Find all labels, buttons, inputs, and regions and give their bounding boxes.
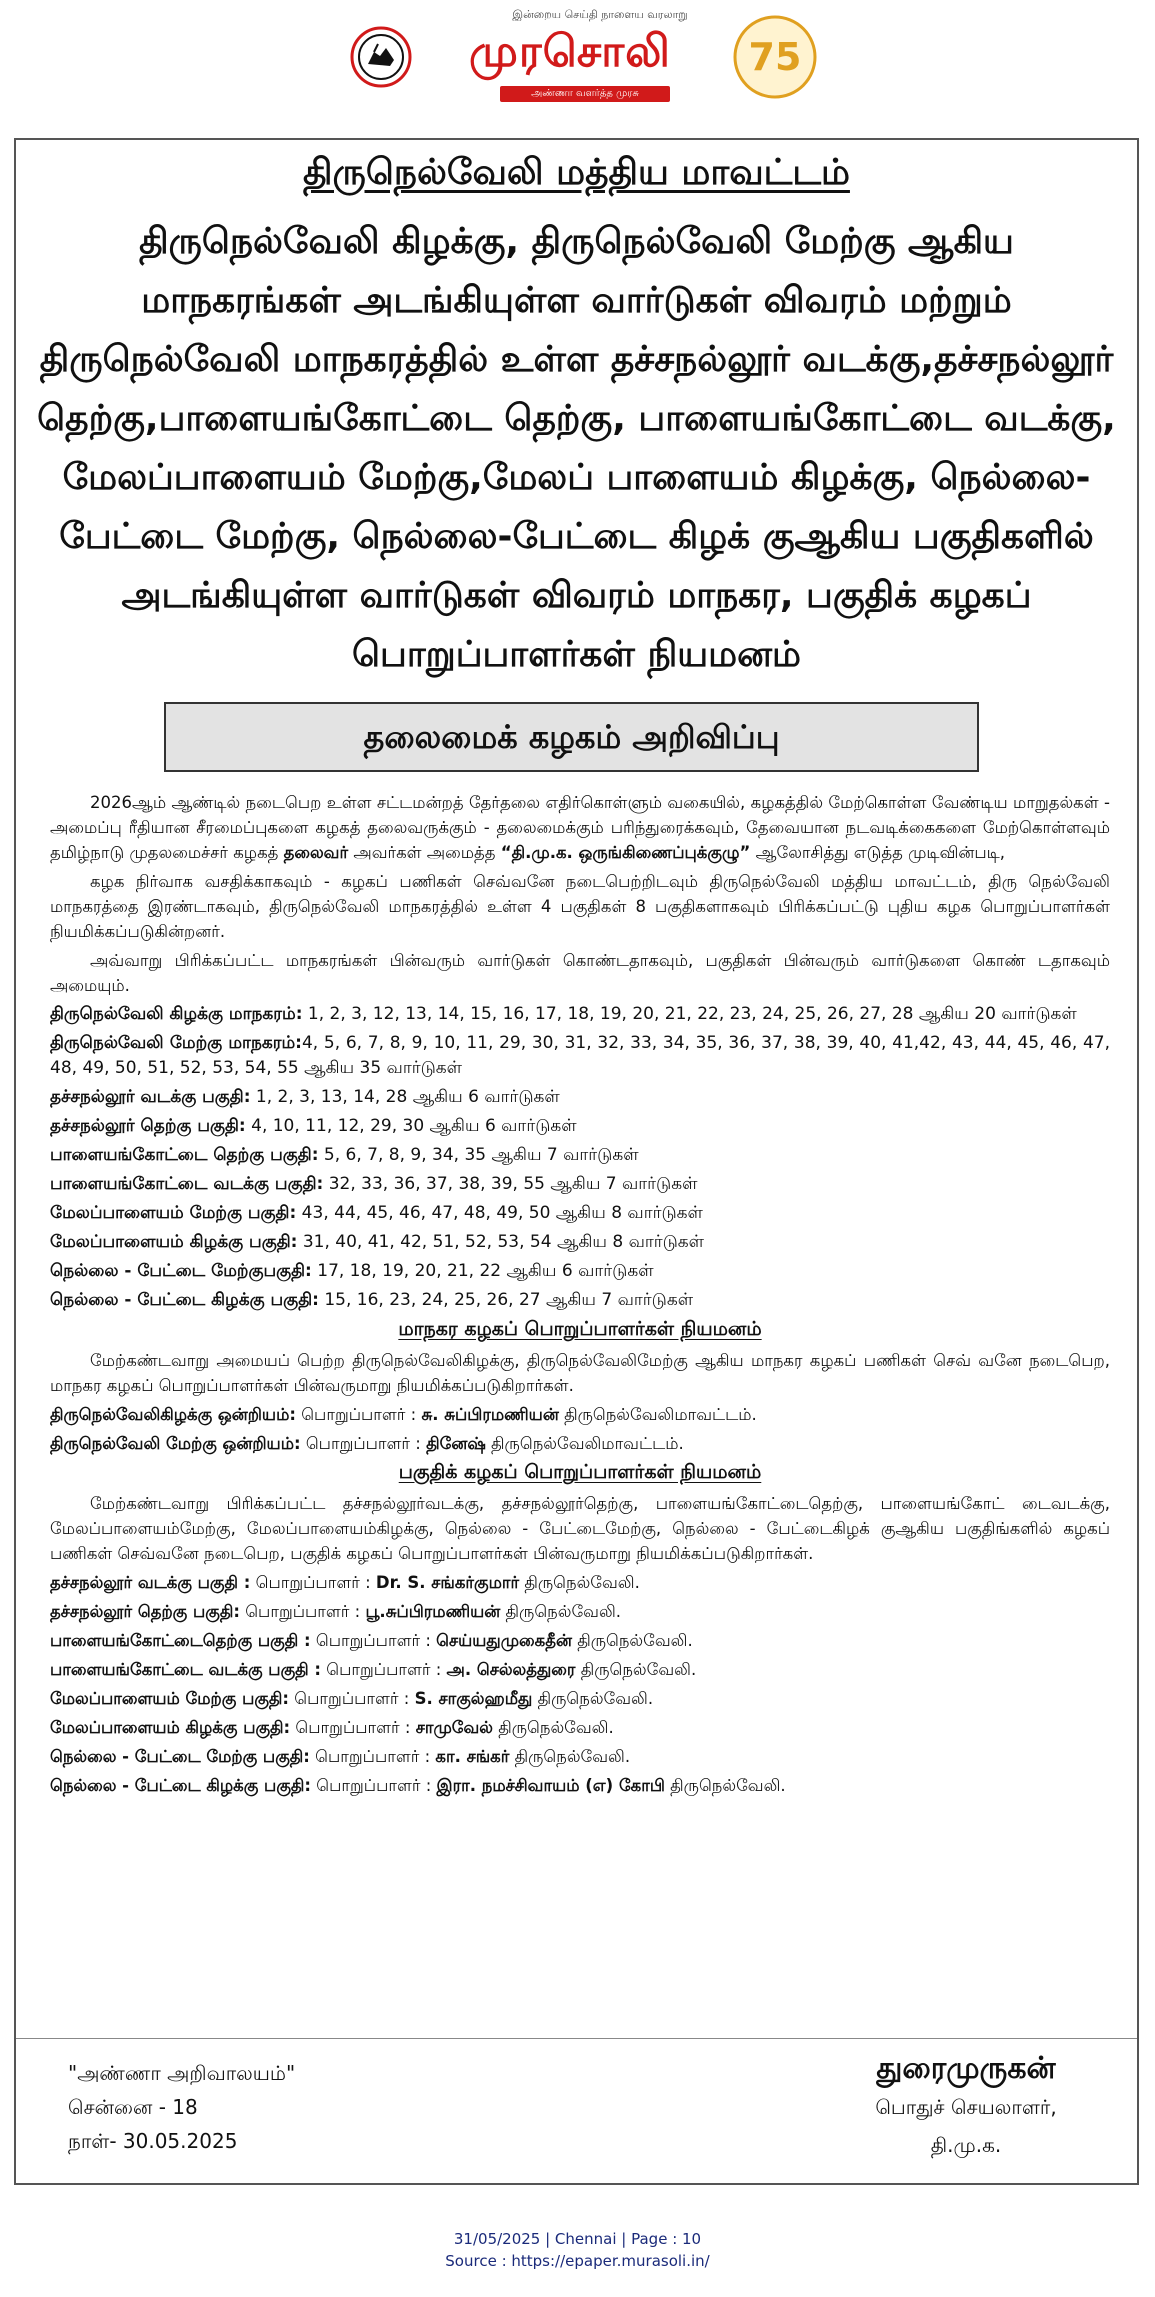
intro-paragraph-3: அவ்வாறு பிரிக்கப்பட்ட மாநகரங்கள் பின்வரும் வார்டுகள் கொண்டதாகவும், பகுதிகள் பின்வரும் வார்டுகளை கொண் டதாகவும் அமையும். [50, 951, 1110, 995]
appointment-role: பொறுப்பாளர் : [310, 1631, 437, 1650]
appointee-place: திருநெல்வேலி. [492, 1718, 614, 1737]
notice-date: நாள்- 30.05.2025 [68, 2129, 238, 2153]
ward-label: நெல்லை - பேட்டை கிழக்கு பகுதி: [50, 1290, 319, 1310]
appointment-row [50, 1715, 1110, 1740]
ward-value: 31, 40, 41, 42, 51, 52, 53, 54 ஆகிய 8 வார்டுகள் [297, 1232, 705, 1252]
ward-line [50, 1085, 1110, 1110]
intro-p1-text-b: அவர்கள் அமைத்த [348, 843, 501, 862]
masthead-title: முரசொலி [469, 26, 671, 77]
anniversary-number: 75 [748, 35, 802, 79]
appointee-name: அ. செல்லத்துரை [446, 1660, 576, 1679]
office-name: "அண்ணா அறிவாலயம்" [68, 2061, 296, 2085]
intro-p1-committee: “தி.மு.க. ஒருங்கிணைப்புக்குழு” [500, 843, 751, 862]
appointment-row [50, 1431, 1110, 1456]
appointment-row [50, 1628, 1110, 1653]
ward-line [50, 1230, 1110, 1255]
appointment-role: பொறுப்பாளர் : [295, 1405, 422, 1424]
appointee-name: பூ.சுப்பிரமணியன் [365, 1602, 501, 1621]
ward-label: திருநெல்வேலி கிழக்கு மாநகரம்: [50, 1004, 303, 1024]
intro-paragraph-1 [50, 790, 1110, 865]
appointee-place: திருநெல்வேலி. [519, 1573, 640, 1592]
appointment-row [50, 1402, 1110, 1427]
area-section-heading [50, 1460, 1110, 1485]
ward-value: 4, 10, 11, 12, 29, 30 ஆகிய 6 வார்டுகள் [245, 1116, 577, 1136]
ward-value: 5, 6, 7, 8, 9, 34, 35 ஆகிய 7 வார்டுகள் [318, 1145, 639, 1165]
anniversary-75-icon [730, 12, 820, 102]
source-url-link[interactable]: Source : https://epaper.murasoli.in/ [445, 2252, 710, 2270]
ward-line [50, 1031, 1110, 1081]
ward-label: பாளையங்கோட்டை தெற்கு பகுதி: [50, 1145, 319, 1165]
signatory-name: துரைமுருகன் [876, 2051, 1056, 2086]
ward-label: தச்சநல்லூர் வடக்கு பகுதி: [50, 1087, 251, 1107]
ward-line [50, 1259, 1110, 1284]
ward-line [50, 1172, 1110, 1197]
masthead-tagline: இன்றைய செய்தி நாளைய வரலாறு [512, 8, 688, 21]
appointee-name: செய்யதுமுகைதீன் [436, 1631, 572, 1650]
appointee-place: திருநெல்வேலி. [575, 1660, 697, 1679]
appointment-row [50, 1686, 1110, 1711]
ward-value: 17, 18, 19, 20, 21, 22 ஆகிய 6 வார்டுகள் [311, 1261, 654, 1281]
ward-label: திருநெல்வேலி மேற்கு மாநகரம்: [50, 1033, 302, 1053]
party-emblem-icon [350, 26, 412, 88]
appointment-label: நெல்லை - பேட்டை மேற்கு பகுதி: [50, 1747, 310, 1766]
ward-label: பாளையங்கோட்டை வடக்கு பகுதி: [50, 1174, 324, 1194]
ward-value: 32, 33, 36, 37, 38, 39, 55 ஆகிய 7 வார்டுகள் [323, 1174, 698, 1194]
appointee-place: திருநெல்வேலி. [500, 1602, 622, 1621]
headline: திருநெல்வேலி கிழக்கு, திருநெல்வேலி மேற்கு ஆகிய மாநகரங்கள் அடங்கியுள்ள வார்டுகள் விவரம் மற்றும் திருநெல்வேலி மாநகரத்தில் உள்ள தச்சநல்லூர் வடக்கு,தச்சநல்லூர் தெற்கு,பாளையங்கோட்டை தெற்கு, பாளையங்கோட்டை வடக்கு, மேலப்பாளையம் மேற்கு,மேலப் பாளையம் கிழக்கு, நெல்லை-பேட்டை மேற்கு, நெல்லை-பேட்டை கிழக் குஆகிய பகுதிகளில் அடங்கியுள்ள வார்டுகள் விவரம் மாநகர, பகுதிக் கழகப் பொறுப்பாளர்கள் நியமனம் [37, 221, 1116, 675]
masthead-logo-group [350, 8, 820, 108]
ward-label: மேலப்பாளையம் மேற்கு பகுதி: [50, 1203, 297, 1223]
appointment-row [50, 1773, 1110, 1798]
appointee-place: திருநெல்வேலிமாவட்டம். [558, 1405, 757, 1424]
ward-list [50, 1002, 1110, 1313]
appointee-name: கா. சங்கர் [435, 1747, 510, 1766]
appointee-name: சு. சுப்பிரமணியன் [421, 1405, 559, 1424]
ward-label: மேலப்பாளையம் கிழக்கு பகுதி: [50, 1232, 298, 1252]
signatory-designation: பொதுச் செயலாளர், [875, 2095, 1057, 2119]
appointment-label: மேலப்பாளையம் மேற்கு பகுதி: [50, 1689, 290, 1708]
appointment-label: தச்சநல்லூர் தெற்கு பகுதி: [50, 1602, 240, 1621]
intro-p1-text-c: ஆலோசித்து எடுத்த முடிவின்படி, [750, 843, 1005, 862]
appointment-row [50, 1599, 1110, 1624]
signatory-party: தி.மு.க. [930, 2133, 1002, 2157]
appointee-name: S. சாகுல்ஹமீது [414, 1689, 533, 1708]
appointment-row [50, 1570, 1110, 1595]
appointee-name: இரா. நமச்சிவாயம் (எ) கோபி [436, 1776, 665, 1795]
ward-value: 4, 5, 6, 7, 8, 9, 10, 11, 29, 30, 31, 32, 33, 34, 35, 36, 37, 38, 39, 40, 41,42, 43, 44, 45, 46, 47, 48, 49, 50, 51, 52, 53, 54, 55 ஆகிய 35 வார்டுகள் [50, 1033, 1110, 1078]
district-title-text: திருநெல்வேலி மத்திய மாவட்டம் [303, 152, 850, 193]
appointment-label: பாளையங்கோட்டை வடக்கு பகுதி : [50, 1660, 322, 1679]
appointment-role: பொறுப்பாளர் : [250, 1573, 376, 1592]
appointee-place: திருநெல்வேலிமாவட்டம். [485, 1434, 684, 1453]
district-title [16, 152, 1137, 198]
appointment-role: பொறுப்பாளர் : [311, 1776, 437, 1795]
appointment-label: தச்சநல்லூர் வடக்கு பகுதி : [50, 1573, 251, 1592]
intro-paragraph-2: கழக நிர்வாக வசதிக்காகவும் - கழகப் பணிகள் செவ்வனே நடைபெற்றிடவும் திருநெல்வேலி மத்திய மாவட்டம், திரு நெல்வேலி மாநகரத்தை இரண்டாகவும், திருநெல்வேலி மாநகரத்தில் உள்ள 4 பகுதிகள் 8 பகுதிகளாகவும் பிரிக்கப்பட்டு புதிய கழக பொறுப்பாளர்கள் நியமிக்கப்படுகின்றனர். [50, 872, 1110, 941]
ward-value: 15, 16, 23, 24, 25, 26, 27 ஆகிய 7 வார்டுகள் [318, 1290, 694, 1310]
intro-p1-text-a: 2026ஆம் ஆண்டில் நடைபெற உள்ள சட்டமன்றத் தேர்தலை எதிர்கொள்ளும் வகையில், கழகத்தில் மேற்கொள்ள வேண்டிய மாறுதல்கள் - அமைப்பு ரீதியான சீரமைப்புகளை கழகத் தலைவருக்கும் - தலைமைக்கும் பரிந்துரைக்கவும், தேவையான நடவடிக்கைகளை மேற்கொள்ளவும் தமிழ்நாடு முதலமைச்சர் கழகத் [50, 793, 1110, 862]
footer-signature [836, 2050, 1096, 2164]
appointment-role: பொறுப்பாளர் : [309, 1747, 436, 1766]
appointment-label: மேலப்பாளையம் கிழக்கு பகுதி: [50, 1718, 291, 1737]
appointee-name: தினேஷ் [426, 1434, 486, 1453]
appointment-row [50, 1657, 1110, 1682]
appointment-role: பொறுப்பாளர் : [239, 1602, 366, 1621]
appointee-place: திருநெல்வேலி. [532, 1689, 654, 1708]
ward-value: 1, 2, 3, 13, 14, 28 ஆகிய 6 வார்டுகள் [250, 1087, 560, 1107]
ward-line [50, 1002, 1110, 1027]
appointee-name: Dr. S. சங்கர்குமார் [375, 1573, 520, 1592]
city-section-heading [50, 1317, 1110, 1342]
ward-line [50, 1201, 1110, 1226]
appointment-role: பொறுப்பாளர் : [289, 1689, 415, 1708]
appointee-place: திருநெல்வேலி. [571, 1631, 693, 1650]
appointee-name: சாமுவேல் [415, 1718, 493, 1737]
appointment-row [50, 1744, 1110, 1769]
appointment-label: பாளையங்கோட்டைதெற்கு பகுதி : [50, 1631, 311, 1650]
source-credit [0, 2228, 1155, 2272]
appointment-role: பொறுப்பாளர் : [300, 1434, 427, 1453]
ward-line [50, 1143, 1110, 1168]
notice-title-box: தலைமைக் கழகம் அறிவிப்பு [164, 702, 979, 772]
masthead-subtitle: அண்ணா வளர்த்த முரசு [500, 86, 670, 102]
appointee-place: திருநெல்வேலி. [509, 1747, 631, 1766]
area-section-heading-text: பகுதிக் கழகப் பொறுப்பாளர்கள் நியமனம் [398, 1461, 762, 1483]
masthead [0, 0, 1155, 110]
appointment-label: நெல்லை - பேட்டை கிழக்கு பகுதி: [50, 1776, 312, 1795]
source-date-line: 31/05/2025 | Chennai | Page : 10 [453, 2230, 702, 2248]
footer-divider [16, 2038, 1137, 2039]
appointment-label: திருநெல்வேலி மேற்கு ஒன்றியம்: [50, 1434, 301, 1453]
announcement-frame [14, 138, 1139, 2185]
city-section-intro: மேற்கண்டவாறு அமையப் பெற்ற திருநெல்வேலிகிழக்கு, திருநெல்வேலிமேற்கு ஆகிய மாநகர கழகப் பணிகள் செவ் வனே நடைபெற, மாநகர கழகப் பொறுப்பாளர்கள் பின்வருமாறு நியமிக்கப்படுகிறார்கள். [50, 1351, 1110, 1395]
office-city: சென்னை - 18 [68, 2095, 198, 2119]
city-section-heading-text: மாநகர கழகப் பொறுப்பாளர்கள் நியமனம் [398, 1318, 762, 1340]
footer-address [68, 2056, 488, 2158]
ward-line [50, 1114, 1110, 1139]
ward-line [50, 1288, 1110, 1313]
appointment-role: பொறுப்பாளர் : [290, 1718, 416, 1737]
appointee-place: திருநெல்வேலி. [664, 1776, 786, 1795]
ward-value: 1, 2, 3, 12, 13, 14, 15, 16, 17, 18, 19, 20, 21, 22, 23, 24, 25, 26, 27, 28 ஆகிய 20 வார்டுகள் [302, 1004, 1077, 1024]
ward-label: தச்சநல்லூர் தெற்கு பகுதி: [50, 1116, 246, 1136]
announcement-body [50, 790, 1110, 1802]
ward-value: 43, 44, 45, 46, 47, 48, 49, 50 ஆகிய 8 வார்டுகள் [296, 1203, 703, 1223]
ward-label: நெல்லை - பேட்டை மேற்குபகுதி: [50, 1261, 312, 1281]
intro-p1-leader: தலைவர் [283, 843, 349, 862]
appointment-role: பொறுப்பாளர் : [321, 1660, 447, 1679]
area-section-intro: மேற்கண்டவாறு பிரிக்கப்பட்ட தச்சநல்லூர்வடக்கு, தச்சநல்லூர்தெற்கு, பாளையங்கோட்டைதெற்கு, பாளையங்கோட் டைவடக்கு, மேலப்பாளையம்மேற்கு, மேலப்பாளையம்கிழக்கு, நெல்லை - பேட்டைமேற்கு, நெல்லை - பேட்டைகிழக் குஆகிய பகுதிங்களில் கழகப் பணிகள் செவ்வனே நடைபெற, பகுதிக் கழகப் பொறுப்பாளர்கள் பின்வருமாறு நியமிக்கப்படுகிறார்கள். [50, 1494, 1110, 1563]
appointment-label: திருநெல்வேலிகிழக்கு ஒன்றியம்: [50, 1405, 296, 1424]
